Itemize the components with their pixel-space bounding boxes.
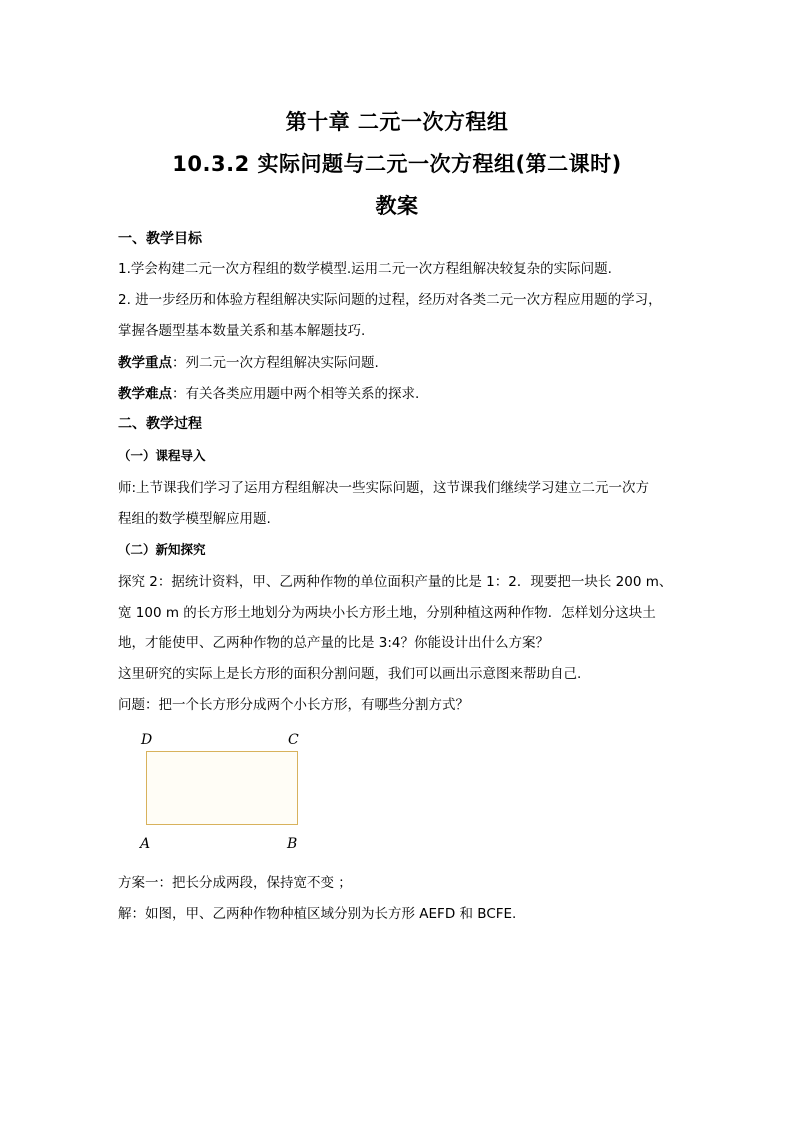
explore-line-1: 探究 2：据统计资料，甲、乙两种作物的单位面积产量的比是 1：2．现要把一块长 200 m、	[118, 574, 673, 590]
goal-1: 1.学会构建二元一次方程组的数学模型.运用二元一次方程组解决较复杂的实际问题.	[118, 261, 612, 277]
explore-line-2: 宽 100 m 的长方形土地划分为两块小长方形土地，分别种植这两种作物．怎样划分这块土	[118, 605, 656, 621]
document-type-title: 教案	[375, 194, 419, 218]
intro-line-1: 师:上节课我们学习了运用方程组解决一些实际问题，这节课我们继续学习建立二元一次方	[118, 480, 650, 496]
difficulty-label: 教学难点	[118, 386, 172, 402]
key-point-text: ：列二元一次方程组解决实际问题.	[172, 355, 379, 371]
vertex-label-a: A	[140, 836, 151, 852]
question-line: 问题：把一个长方形分成两个小长方形，有哪些分割方式？	[118, 697, 469, 713]
section-heading-goals: 一、教学目标	[118, 231, 202, 247]
lesson-title: 10.3.2 实际问题与二元一次方程组(第二课时)	[172, 152, 622, 176]
goal-2-line-2: 掌握各题型基本数量关系和基本解题技巧.	[118, 323, 366, 339]
key-point	[118, 353, 379, 373]
difficulty-point	[118, 384, 419, 404]
goal-2-line-1: 2. 进一步经历和体验方程组解决实际问题的过程，经历对各类二元一次方程应用题的学习，	[118, 292, 662, 308]
intro-line-2: 程组的数学模型解应用题.	[118, 511, 271, 527]
vertex-label-b: B	[287, 836, 298, 852]
part-1-heading: （一）课程导入	[118, 448, 206, 463]
difficulty-text: ：有关各类应用题中两个相等关系的探求.	[172, 386, 420, 402]
research-line: 这里研究的实际上是长方形的面积分割问题，我们可以画出示意图来帮助自己.	[118, 666, 582, 682]
explore-line-3: 地，才能使甲、乙两种作物的总产量的比是 3:4？你能设计出什么方案？	[118, 635, 550, 651]
plan-one-line: 方案一：把长分成两段，保持宽不变 ；	[118, 875, 352, 891]
chapter-title: 第十章 二元一次方程组	[285, 110, 509, 134]
vertex-label-c: C	[288, 732, 299, 748]
solution-line: 解：如图，甲、乙两种作物种植区域分别为长方形 AEFD 和 BCFE.	[118, 906, 517, 922]
section-heading-process: 二、教学过程	[118, 416, 202, 432]
rectangle-abcd	[146, 751, 298, 825]
key-point-label: 教学重点	[118, 355, 172, 371]
vertex-label-d: D	[141, 732, 153, 748]
part-2-heading: （二）新知探究	[118, 542, 206, 557]
